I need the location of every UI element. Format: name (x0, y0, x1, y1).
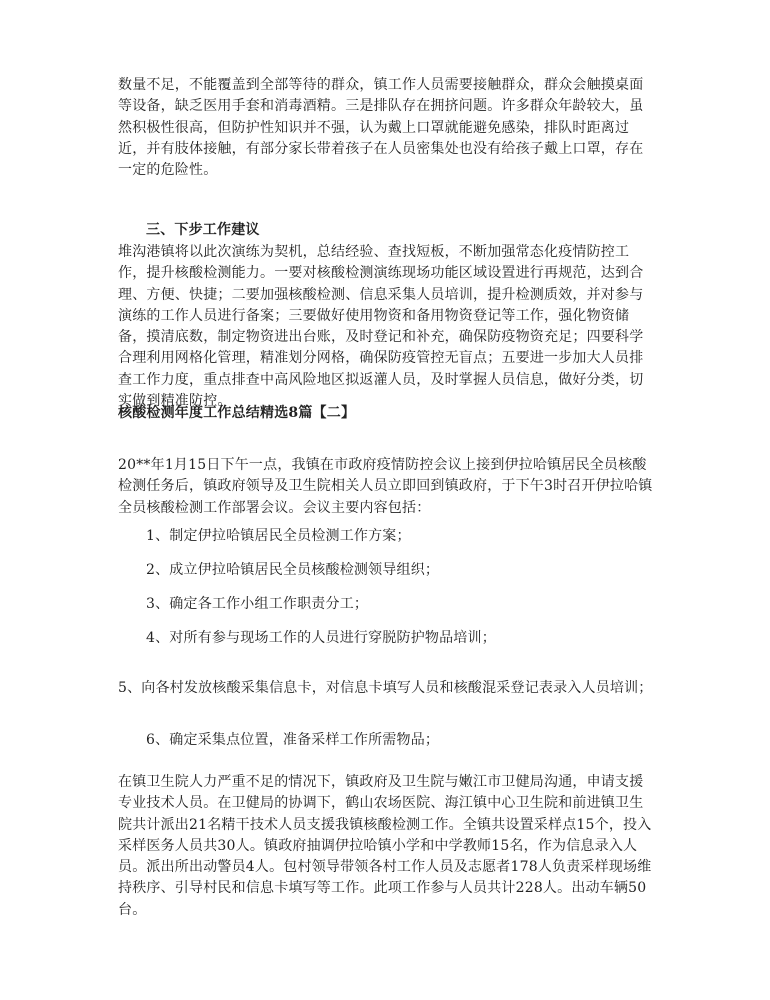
list-item: 2、成立伊拉哈镇居民全员核酸检测领导组织； (146, 562, 440, 578)
paragraph-staffing: 在镇卫生院人力严重不足的情况下，镇政府及卫生院与嫩江市卫健局沟通，申请支援专业技术人员。在卫健局的协调下，鹤山农场医院、海江镇中心卫生院和前进镇卫生院共计派出21名精干技术人员支援我镇核酸检测工作。全镇共设置采样点15个，投入采样医务人员共30人。镇政府抽调伊拉哈镇小学和中学教师15名，作为信息录入人员。派出所出动警员4人。包村领导带领各村工作人员及志愿者178人负责采样现场维持秩序、引导村民和信息卡填写等工作。此项工作参与人员共计228人。出动车辆50台。 (118, 774, 652, 918)
list-item: 4、对所有参与现场工作的人员进行穿脱防护物品培训； (146, 630, 496, 646)
paragraph-suggestions: 堆沟港镇将以此次演练为契机，总结经验、查找短板，不断加强常态化疫情防控工作，提升核酸检测能力。一要对核酸检测演练现场功能区域设置进行再规范，达到合理、方便、快捷；二要加强核酸检测、信息采集人员培训，提升检测质效，并对参与演练的工作人员进行备案；三要做好使用物资和备用物资登记等工作，强化物资储备，摸清底数，制定物资进出台账，及时登记和补充，确保防疫物资充足；四要科学合理利用网格化管理，精准划分网格，确保防疫管控无盲点；五要进一步加大人员排查工作力度，重点排查中高风险地区拟返灌人员，及时掌握人员信息，做好分类，切实做到精准防控。 (118, 244, 644, 410)
list-item: 6、确定采集点位置，准备采样工作所需物品； (146, 732, 440, 748)
paragraph-problems: 数量不足，不能覆盖到全部等待的群众，镇工作人员需要接触群众，群众会触摸桌面等设备，缺乏医用手套和消毒酒精。三是排队存在拥挤问题。许多群众年龄较大，虽然积极性很高，但防护性知识并不强，认为戴上口罩就能避免感染，排队时距离过近，并有肢体接触，有部分家长带着孩子在人员密集处也没有给孩子戴上口罩，存在一定的危险性。 (118, 77, 644, 179)
paragraph-meeting-intro: 20**年1月15日下午一点，我镇在市政府疫情防控会议上接到伊拉哈镇居民全员核酸检测任务后，镇政府领导及卫生院相关人员立即回到镇政府，于下午3时召开伊拉哈镇全员核酸检测工作部署会议。会议主要内容包括： (118, 457, 653, 516)
section-heading-next-steps: 三、下步工作建议 (146, 222, 260, 238)
list-item: 3、确定各工作小组工作职责分工； (146, 596, 369, 612)
article-title: 核酸检测年度工作总结精选8篇【二】 (118, 405, 356, 421)
list-item: 5、向各村发放核酸采集信息卡，对信息卡填写人员和核酸混采登记表录入人员培训； (118, 680, 653, 696)
list-item: 1、制定伊拉哈镇居民全员检测工作方案； (146, 528, 411, 544)
